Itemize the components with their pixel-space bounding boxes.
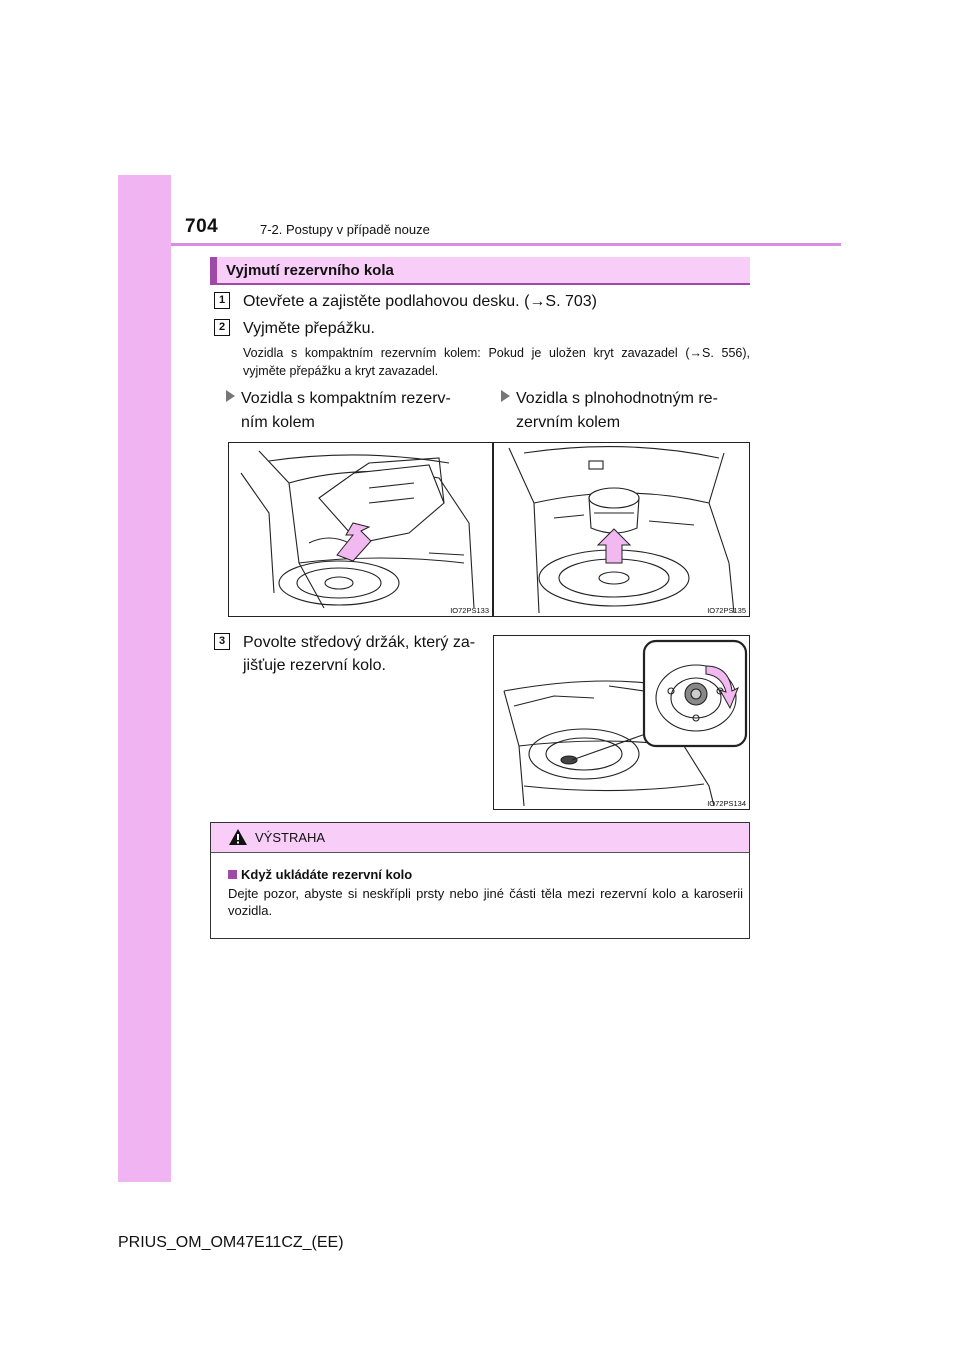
warning-triangle-icon [228,828,248,846]
figure-code: IO72PS134 [707,799,746,808]
section-accent [210,257,217,283]
step-number-3: 3 [214,633,230,650]
page-number: 704 [185,216,219,237]
lift-arrow-icon [598,529,630,563]
step-text-3-line2: jišťuje rezervní kolo. [243,657,386,674]
center-holder-illustration [494,636,750,810]
triangle-bullet-icon [226,390,235,402]
variant-compact-line1: Vozidla s kompaktním rezerv- [241,390,451,407]
triangle-bullet-icon [501,390,510,402]
figure-code: IO72PS135 [707,606,746,615]
document-code: PRIUS_OM_OM47E11CZ_(EE) [118,1234,344,1251]
step-text-2: Vyjměte přepážku. [243,320,375,337]
header-rule [171,243,841,246]
lift-arrow-icon [337,523,371,561]
warning-header [211,823,749,853]
chapter-sidebar-tab [118,175,171,1182]
step-number-1: 1 [214,292,230,309]
chapter-title: 7-2. Postupy v případě nouze [260,222,430,237]
step-number-2: 2 [214,319,230,336]
step-2-note: Vozidla s kompaktním rezervním kolem: Pokud je uložen kryt zavazadel (→S. 556), vyjměte přepážku a kryt zavazadel. [243,346,750,378]
variant-compact-heading [226,387,451,435]
warning-item-text: Dejte pozor, abyste si neskřípli prsty nebo jiné části těla mezi rezervní kolo a karoserii vozidla. [228,886,743,918]
warning-title: VÝSTRAHA [255,830,326,845]
square-bullet-icon [228,870,237,879]
step-text-3-line1: Povolte středový držák, který za- [243,634,476,651]
variant-compact-line2: ním kolem [241,414,315,431]
figure-compact-spare [228,442,493,617]
trunk-compact-illustration [229,443,493,617]
step-text-1: Otevřete a zajistěte podlahovou desku. (→S. 703) [243,293,597,310]
section-heading [210,257,750,285]
warning-item-title [228,867,412,882]
figure-code: IO72PS133 [450,606,489,615]
variant-fullsize-line2: zervním kolem [516,414,621,431]
variant-fullsize-line1: Vozidla s plnohodnotným re- [516,390,718,407]
section-title: Vyjmutí rezervního kola [226,262,394,279]
figure-center-holder [493,635,750,810]
warning-box [210,822,750,939]
figure-fullsize-spare [493,442,750,617]
trunk-fullsize-illustration [494,443,750,617]
variant-fullsize-heading [501,387,718,435]
warning-item-title-text: Když ukládáte rezervní kolo [241,867,413,882]
